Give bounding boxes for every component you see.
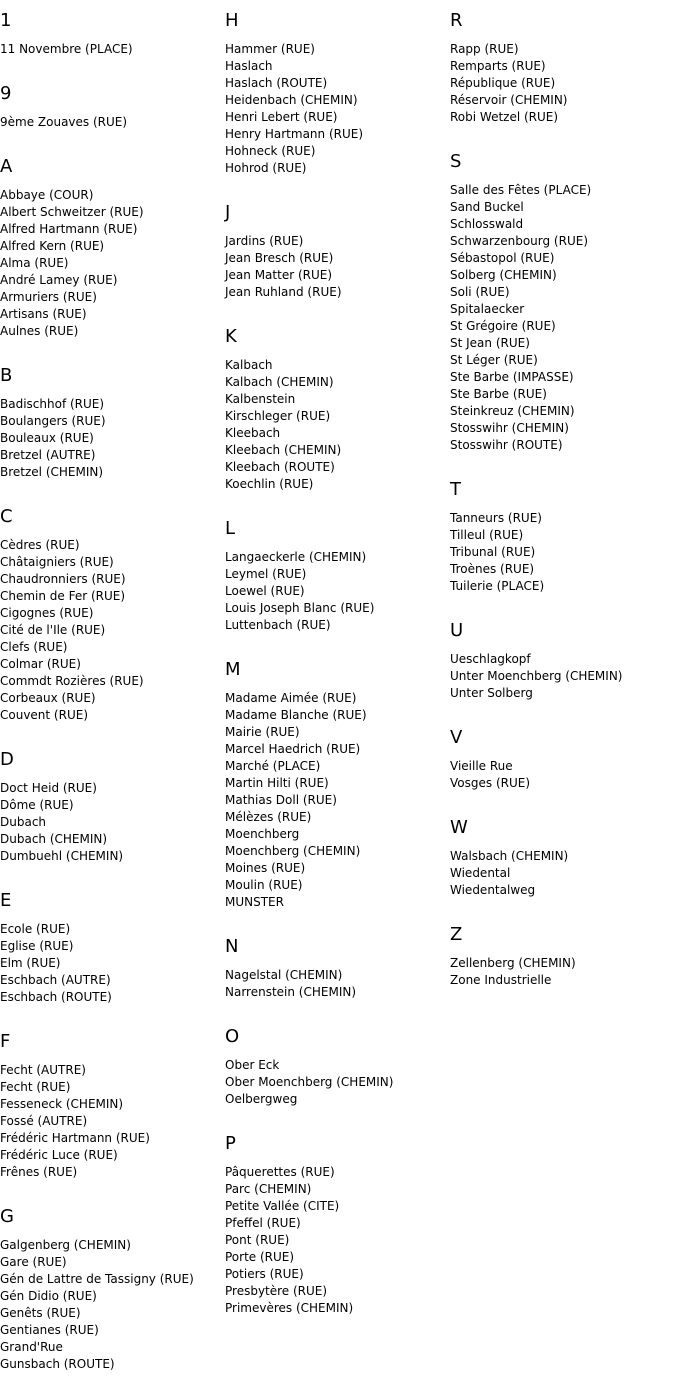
street-name: Ste Barbe (RUE) (450, 387, 547, 401)
street-name: Petite Vallée (CITE) (225, 1199, 340, 1213)
street-name: Gén Didio (RUE) (0, 1289, 97, 1303)
street-name: Gén de Lattre de Tassigny (RUE) (0, 1272, 194, 1286)
letter-section (225, 659, 450, 911)
street-name: Cité de l'Ile (RUE) (0, 623, 106, 637)
letter-section (450, 924, 675, 989)
letter-section (225, 10, 450, 177)
street-name: Frédéric Luce (RUE) (0, 1148, 118, 1162)
street-name: Pont (RUE) (225, 1233, 290, 1247)
street-name: Wiedental (450, 866, 511, 880)
street-name: Doct Heid (RUE) (0, 781, 97, 795)
street-name: Eschbach (AUTRE) (0, 973, 111, 987)
street-name: St Jean (RUE) (450, 336, 530, 350)
street-name: Pfeffel (RUE) (225, 1216, 301, 1230)
street-list (0, 187, 225, 340)
street-name: Jean Ruhland (RUE) (225, 285, 342, 299)
section-letter-heading: E (0, 890, 12, 911)
street-list (0, 114, 225, 131)
street-name: Madame Blanche (RUE) (225, 708, 367, 722)
index-column (450, 10, 675, 1014)
street-name: Frédéric Hartmann (RUE) (0, 1131, 150, 1145)
street-name: Abbaye (COUR) (0, 188, 94, 202)
street-name: République (RUE) (450, 76, 556, 90)
street-name: Bretzel (AUTRE) (0, 448, 96, 462)
street-name: Mélèzes (RUE) (225, 810, 312, 824)
street-list (450, 41, 675, 126)
street-name: Genêts (RUE) (0, 1306, 81, 1320)
street-name: Zellenberg (CHEMIN) (450, 956, 576, 970)
street-name: Kalbach (225, 358, 273, 372)
section-letter-heading: U (450, 620, 464, 641)
street-name: Robi Wetzel (RUE) (450, 110, 559, 124)
street-list (450, 758, 675, 792)
letter-section (0, 83, 225, 131)
letter-section (0, 890, 225, 1006)
street-name: Langaeckerle (CHEMIN) (225, 550, 367, 564)
street-list (450, 848, 675, 899)
street-list (450, 651, 675, 702)
section-letter-heading: K (225, 326, 237, 347)
street-name: Martin Hilti (RUE) (225, 776, 329, 790)
street-name: Steinkreuz (CHEMIN) (450, 404, 575, 418)
letter-section (225, 518, 450, 634)
street-name: Henri Lebert (RUE) (225, 110, 338, 124)
street-name: Koechlin (RUE) (225, 477, 314, 491)
street-name: Loewel (RUE) (225, 584, 305, 598)
street-name: Moenchberg (225, 827, 300, 841)
section-letter-heading: W (450, 817, 468, 838)
street-name: Gunsbach (ROUTE) (0, 1357, 115, 1371)
street-name: Bouleaux (RUE) (0, 431, 94, 445)
street-list (0, 780, 225, 865)
street-name: Heidenbach (CHEMIN) (225, 93, 358, 107)
street-name: Hohrod (RUE) (225, 161, 307, 175)
section-letter-heading: R (450, 10, 463, 31)
street-name: Elm (RUE) (0, 956, 61, 970)
street-name: André Lamey (RUE) (0, 273, 118, 287)
letter-section (225, 1133, 450, 1317)
street-name: Spitalaecker (450, 302, 525, 316)
street-name: Fecht (AUTRE) (0, 1063, 86, 1077)
section-letter-heading: F (0, 1031, 11, 1052)
street-name: Potiers (RUE) (225, 1267, 304, 1281)
letter-section (450, 479, 675, 595)
street-name: Kleebach (225, 426, 281, 440)
street-name: Corbeaux (RUE) (0, 691, 96, 705)
street-name: Narrenstein (CHEMIN) (225, 985, 357, 999)
section-letter-heading: A (0, 156, 13, 177)
section-letter-heading: Z (450, 924, 463, 945)
street-name: Haslach (225, 59, 273, 73)
street-name: Dumbuehl (CHEMIN) (0, 849, 124, 863)
street-name: Bretzel (CHEMIN) (0, 465, 104, 479)
street-name: MUNSTER (225, 895, 284, 909)
letter-section (450, 620, 675, 702)
street-name: Tilleul (RUE) (450, 528, 524, 542)
section-letter-heading: J (225, 202, 231, 223)
letter-section (0, 749, 225, 865)
street-list (0, 1062, 225, 1181)
letter-section (0, 1031, 225, 1181)
street-name: Unter Moenchberg (CHEMIN) (450, 669, 623, 683)
street-name: St Grégoire (RUE) (450, 319, 556, 333)
street-name: Fossé (AUTRE) (0, 1114, 88, 1128)
street-name: Jardins (RUE) (225, 234, 304, 248)
street-name: Marché (PLACE) (225, 759, 321, 773)
street-name: Kleebach (ROUTE) (225, 460, 335, 474)
street-name: St Léger (RUE) (450, 353, 538, 367)
street-name: Chemin de Fer (RUE) (0, 589, 126, 603)
street-name: Alfred Kern (RUE) (0, 239, 105, 253)
street-name: Porte (RUE) (225, 1250, 295, 1264)
section-letter-heading: S (450, 151, 462, 172)
section-letter-heading: P (225, 1133, 236, 1154)
street-name: Cèdres (RUE) (0, 538, 80, 552)
street-name: Schlosswald (450, 217, 524, 231)
street-name: Badischhof (RUE) (0, 397, 105, 411)
street-name: Soli (RUE) (450, 285, 510, 299)
street-name: Madame Aimée (RUE) (225, 691, 357, 705)
letter-section (450, 151, 675, 454)
letter-section (0, 1206, 225, 1373)
street-name: Grand'Rue (0, 1340, 63, 1354)
letter-section (0, 365, 225, 481)
section-letter-heading: M (225, 659, 241, 680)
street-list (0, 396, 225, 481)
street-list (225, 1164, 450, 1317)
street-name: Fecht (RUE) (0, 1080, 71, 1094)
street-name: Tuilerie (PLACE) (450, 579, 545, 593)
street-name: Henry Hartmann (RUE) (225, 127, 364, 141)
letter-section (0, 10, 225, 58)
street-list (225, 1057, 450, 1108)
street-name: Moenchberg (CHEMIN) (225, 844, 361, 858)
street-list (225, 41, 450, 177)
street-name: Ste Barbe (IMPASSE) (450, 370, 574, 384)
street-name: Clefs (RUE) (0, 640, 68, 654)
street-name: Vosges (RUE) (450, 776, 531, 790)
street-list (225, 549, 450, 634)
street-name: Dubach (0, 815, 47, 829)
street-list (0, 41, 225, 58)
index-column (0, 10, 225, 1398)
street-name: Eglise (RUE) (0, 939, 74, 953)
street-name: Jean Bresch (RUE) (225, 251, 334, 265)
street-name: Couvent (RUE) (0, 708, 89, 722)
street-name: Remparts (RUE) (450, 59, 546, 73)
street-name: Jean Matter (RUE) (225, 268, 333, 282)
street-list (225, 357, 450, 493)
letter-section (450, 10, 675, 126)
street-name: Sébastopol (RUE) (450, 251, 555, 265)
street-name: Presbytère (RUE) (225, 1284, 328, 1298)
section-letter-heading: O (225, 1026, 240, 1047)
street-name: Châtaigniers (RUE) (0, 555, 114, 569)
street-name: Troènes (RUE) (450, 562, 535, 576)
street-name: Boulangers (RUE) (0, 414, 106, 428)
street-name: Pâquerettes (RUE) (225, 1165, 335, 1179)
street-name: Eschbach (ROUTE) (0, 990, 112, 1004)
street-name: Galgenberg (CHEMIN) (0, 1238, 131, 1252)
street-name: Solberg (CHEMIN) (450, 268, 557, 282)
street-name: Hammer (RUE) (225, 42, 315, 56)
street-name: Aulnes (RUE) (0, 324, 79, 338)
street-list (450, 182, 675, 454)
letter-section (225, 202, 450, 301)
letter-section (225, 326, 450, 493)
section-letter-heading: D (0, 749, 14, 770)
section-letter-heading: B (0, 365, 13, 386)
street-name: Oelbergweg (225, 1092, 298, 1106)
street-name: Tribunal (RUE) (450, 545, 536, 559)
street-list (225, 690, 450, 911)
street-name: Frênes (RUE) (0, 1165, 78, 1179)
street-name: Armuriers (RUE) (0, 290, 97, 304)
street-name: Alma (RUE) (0, 256, 69, 270)
section-letter-heading: 9 (0, 83, 12, 104)
street-name: Gentianes (RUE) (0, 1323, 99, 1337)
street-name: Artisans (RUE) (0, 307, 87, 321)
street-list (450, 955, 675, 989)
section-letter-heading: N (225, 936, 239, 957)
street-list (450, 510, 675, 595)
street-name: Marcel Haedrich (RUE) (225, 742, 361, 756)
street-name: Ober Eck (225, 1058, 280, 1072)
section-letter-heading: L (225, 518, 236, 539)
street-name: Stosswihr (ROUTE) (450, 438, 563, 452)
street-name: Schwarzenbourg (RUE) (450, 234, 588, 248)
section-letter-heading: T (450, 479, 461, 500)
street-name: Haslach (ROUTE) (225, 76, 328, 90)
street-name: Hohneck (RUE) (225, 144, 316, 158)
street-name: Réservoir (CHEMIN) (450, 93, 568, 107)
street-name: Nagelstal (CHEMIN) (225, 968, 343, 982)
street-name: Moulin (RUE) (225, 878, 303, 892)
index-column (225, 10, 450, 1342)
street-name: Mairie (RUE) (225, 725, 300, 739)
street-name: Wiedentalweg (450, 883, 536, 897)
letter-section (450, 727, 675, 792)
street-name: Leymel (RUE) (225, 567, 307, 581)
street-list (0, 921, 225, 1006)
letter-section (225, 1026, 450, 1108)
street-name: Unter Solberg (450, 686, 533, 700)
letter-section (225, 936, 450, 1001)
street-name: Primevères (CHEMIN) (225, 1301, 354, 1315)
street-name: Parc (CHEMIN) (225, 1182, 312, 1196)
street-name: Kalbenstein (225, 392, 296, 406)
street-name: Colmar (RUE) (0, 657, 81, 671)
letter-section (0, 506, 225, 724)
street-list (0, 1237, 225, 1373)
street-list (0, 537, 225, 724)
street-name: Fesseneck (CHEMIN) (0, 1097, 124, 1111)
street-name: Albert Schweitzer (RUE) (0, 205, 144, 219)
street-name: 9ème Zouaves (RUE) (0, 115, 128, 129)
street-name: Kalbach (CHEMIN) (225, 375, 334, 389)
street-name: Louis Joseph Blanc (RUE) (225, 601, 375, 615)
street-list (225, 967, 450, 1001)
section-letter-heading: G (0, 1206, 14, 1227)
street-name: Gare (RUE) (0, 1255, 67, 1269)
street-name: Mathias Doll (RUE) (225, 793, 337, 807)
letter-section (0, 156, 225, 340)
street-name: Rapp (RUE) (450, 42, 519, 56)
street-name: Alfred Hartmann (RUE) (0, 222, 138, 236)
street-name: Commdt Rozières (RUE) (0, 674, 144, 688)
street-name: Zone Industrielle (450, 973, 552, 987)
street-name: Sand Buckel (450, 200, 524, 214)
section-letter-heading: H (225, 10, 239, 31)
street-name: Moines (RUE) (225, 861, 306, 875)
street-name: Stosswihr (CHEMIN) (450, 421, 569, 435)
section-letter-heading: 1 (0, 10, 12, 31)
street-name: 11 Novembre (PLACE) (0, 42, 133, 56)
street-name: Ecole (RUE) (0, 922, 71, 936)
street-name: Kirschleger (RUE) (225, 409, 331, 423)
street-name: Ober Moenchberg (CHEMIN) (225, 1075, 394, 1089)
street-list (225, 233, 450, 301)
street-name: Dubach (CHEMIN) (0, 832, 108, 846)
letter-section (450, 817, 675, 899)
street-name: Chaudronniers (RUE) (0, 572, 126, 586)
street-name: Cigognes (RUE) (0, 606, 94, 620)
street-name: Vieille Rue (450, 759, 513, 773)
street-name: Ueschlagkopf (450, 652, 531, 666)
street-name: Salle des Fêtes (PLACE) (450, 183, 592, 197)
section-letter-heading: C (0, 506, 13, 527)
street-name: Walsbach (CHEMIN) (450, 849, 569, 863)
section-letter-heading: V (450, 727, 463, 748)
street-name: Luttenbach (RUE) (225, 618, 331, 632)
street-name: Dôme (RUE) (0, 798, 74, 812)
street-name: Tanneurs (RUE) (450, 511, 542, 525)
street-name: Kleebach (CHEMIN) (225, 443, 342, 457)
